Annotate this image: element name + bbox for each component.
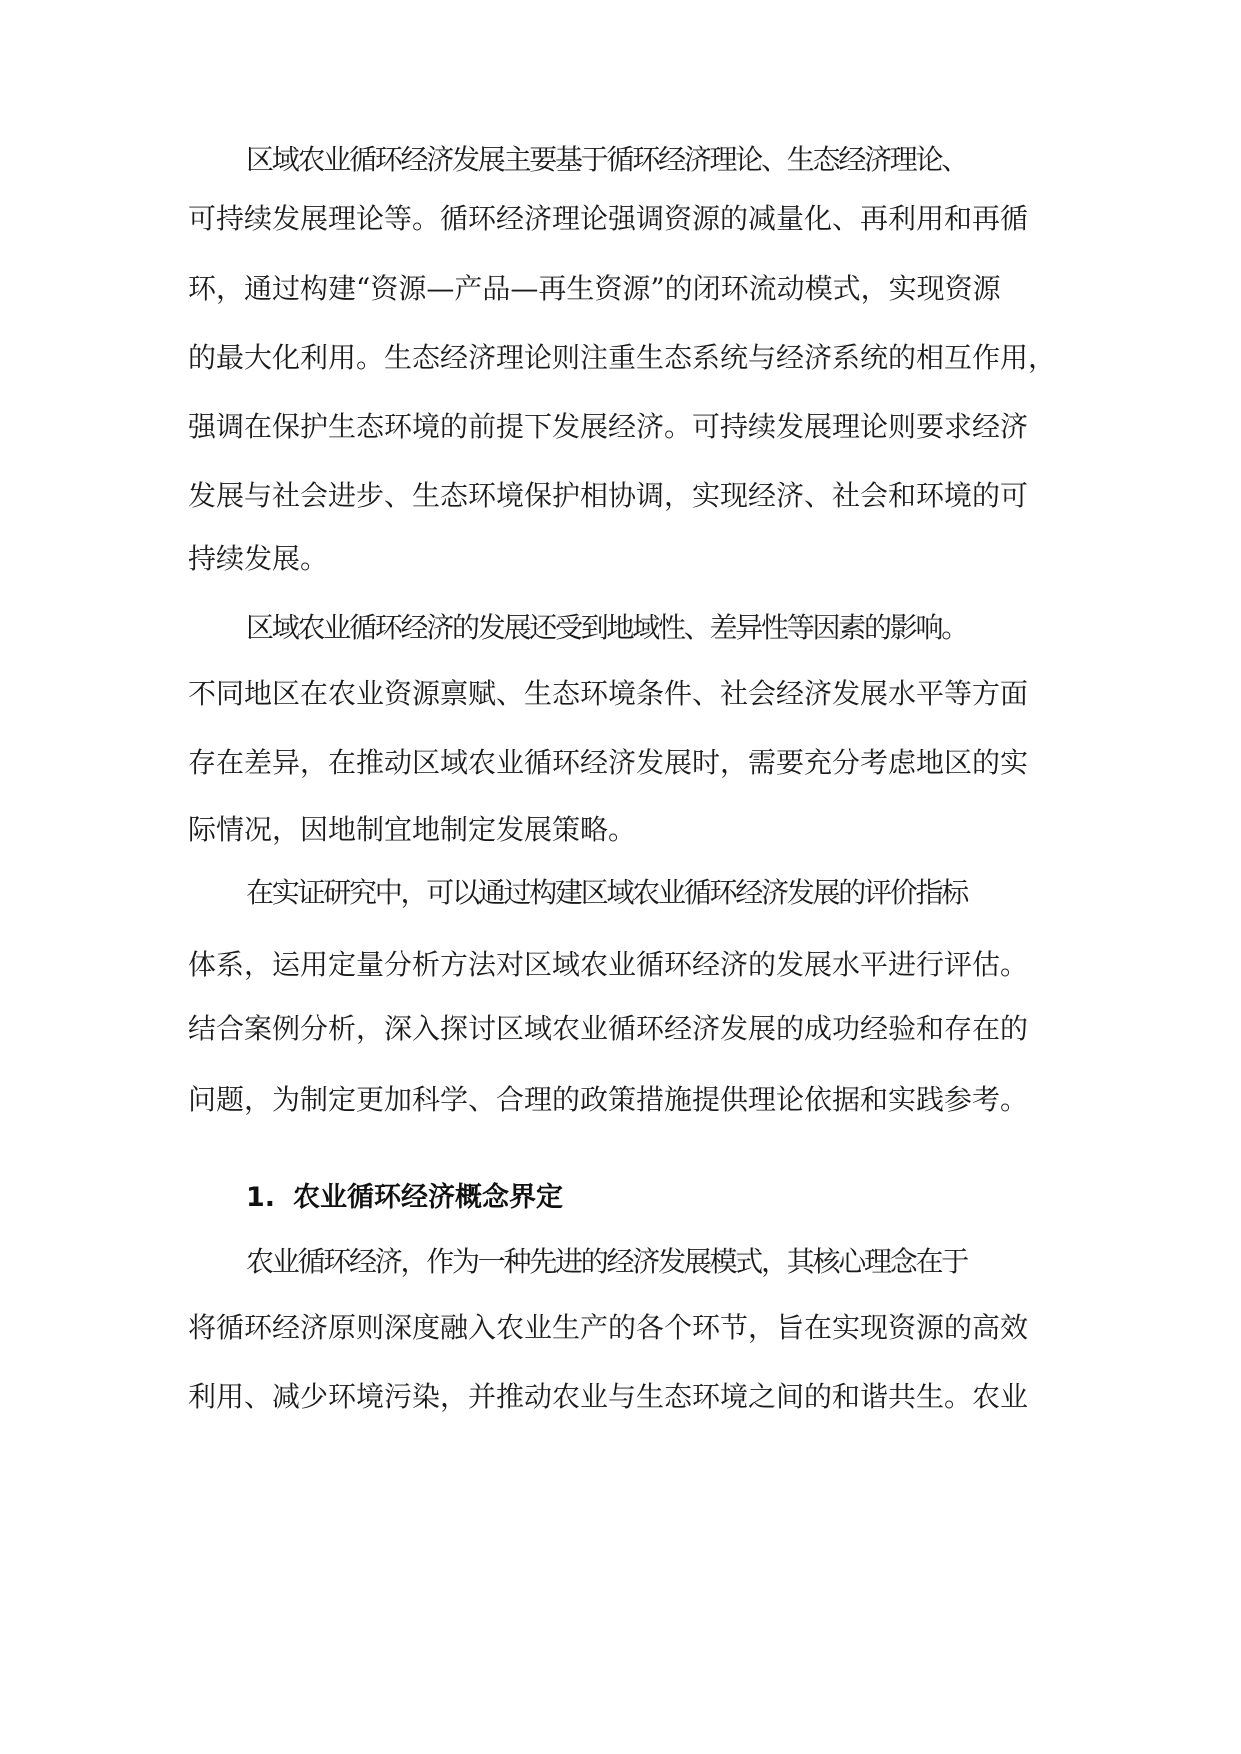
paragraph-2-line-3: 存在差异，在推动区域农业循环经济发展时，需要充分考虑地区的实 <box>188 746 1029 779</box>
section-paragraph-line-1: 农业循环经济，作为一种先进的经济发展模式，其核心理念在于 <box>246 1245 968 1278</box>
section-title: 农业循环经济概念界定 <box>293 1182 564 1213</box>
section-heading <box>246 1176 1046 1220</box>
paragraph-2-line-1: 区域农业循环经济的发展还受到地域性、差异性等因素的影响。 <box>246 611 968 644</box>
paragraph-3-line-1: 在实证研究中，可以通过构建区域农业循环经济发展的评价指标 <box>246 876 968 909</box>
paragraph-1-line-6: 发展与社会进步、生态环境保护相协调，实现经济、社会和环境的可 <box>188 479 1029 512</box>
paragraph-2-line-2: 不同地区在农业资源禀赋、生态环境条件、社会经济发展水平等方面 <box>188 677 1029 710</box>
paragraph-1-line-1: 区域农业循环经济发展主要基于循环经济理论、生态经济理论、 <box>246 143 968 176</box>
section-number: 1. <box>246 1182 276 1213</box>
section-paragraph-line-2: 将循环经济原则深度融入农业生产的各个环节，旨在实现资源的高效 <box>188 1311 1029 1344</box>
paragraph-3-line-4: 问题，为制定更加科学、合理的政策措施提供理论依据和实践参考。 <box>188 1083 1029 1116</box>
paragraph-3-line-2: 体系，运用定量分析方法对区域农业循环经济的发展水平进行评估。 <box>188 948 1029 981</box>
paragraph-1-line-7: 持续发展。 <box>188 542 329 575</box>
paragraph-3-line-3: 结合案例分析，深入探讨区域农业循环经济发展的成功经验和存在的 <box>188 1012 1029 1045</box>
paragraph-2-line-4: 际情况，因地制宜地制定发展策略。 <box>188 813 637 846</box>
paragraph-1-line-4: 的最大化利用。生态经济理论则注重生态系统与经济系统的相互作用， <box>188 341 1057 374</box>
paragraph-1-line-3: 环，通过构建“资源—产品—再生资源”的闭环流动模式，实现资源 <box>188 272 1001 305</box>
paragraph-1-line-5: 强调在保护生态环境的前提下发展经济。可持续发展理论则要求经济 <box>188 410 1029 443</box>
paragraph-1-line-2: 可持续发展理论等。循环经济理论强调资源的减量化、再利用和再循 <box>188 202 1029 235</box>
section-paragraph-line-3: 利用、减少环境污染，并推动农业与生态环境之间的和谐共生。农业 <box>188 1380 1029 1413</box>
